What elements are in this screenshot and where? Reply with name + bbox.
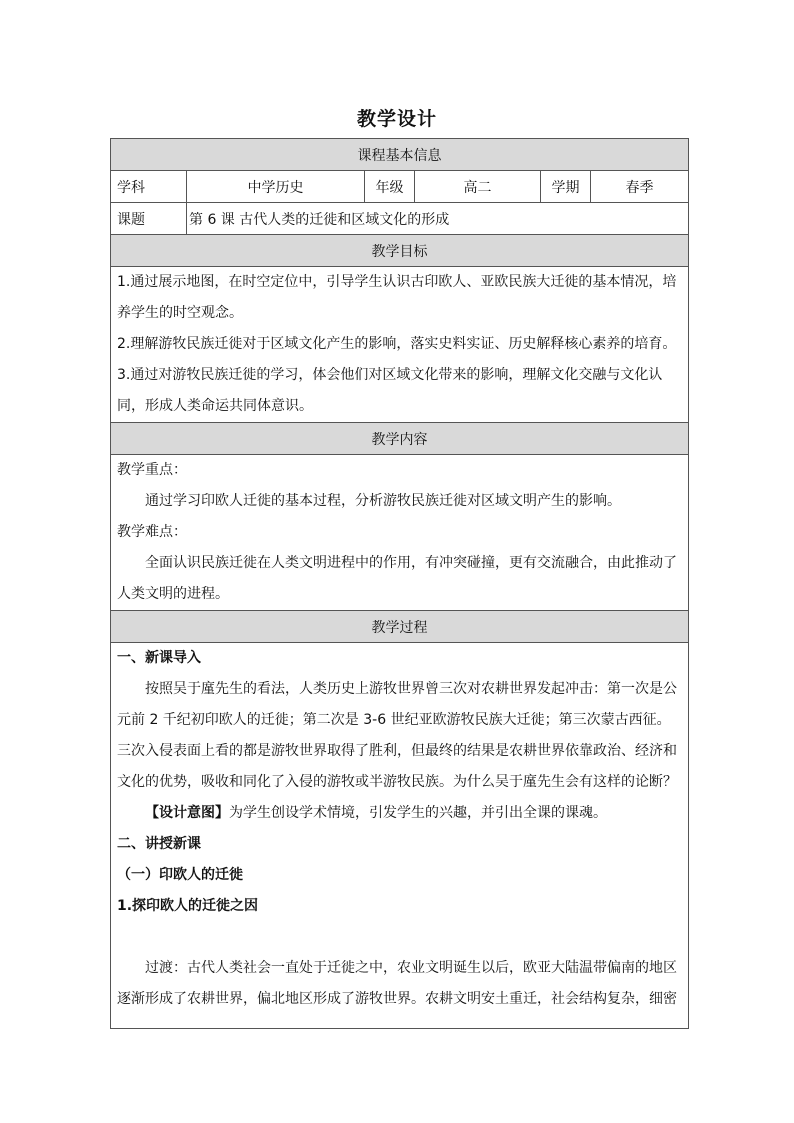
topic-label: 课题 (111, 203, 187, 235)
design-intent-label: 【设计意图】 (145, 805, 229, 821)
design-intent-paragraph (111, 798, 688, 829)
intro-paragraph: 按照吴于廑先生的看法，人类历史上游牧世界曾三次对农耕世界发起冲击：第一次是公元前 2 千纪初印欧人的迁徙；第二次是 3-6 世纪亚欧游牧民族大迁徙；第三次蒙古西征。三次入侵表面上看的都是游牧世界取得了胜利，但最终的结果是农耕世界依靠政治、经济和文化的优势，吸收和同化了入侵的游牧或半游牧民族。为什么吴于廑先生会有这样的论断？ (117, 681, 677, 790)
lesson-plan-table (110, 138, 689, 1029)
objective-item: 2.理解游牧民族迁徙对于区域文化产生的影响，落实史料实证、历史解释核心素养的培育。 (117, 336, 677, 352)
grade-value: 高二 (415, 171, 541, 203)
section-header-content: 教学内容 (111, 423, 689, 455)
topic-row (111, 203, 689, 235)
subject-value: 中学历史 (187, 171, 365, 203)
point-heading: 1.探印欧人的迁徙之因 (117, 898, 259, 914)
blank-line (111, 922, 688, 953)
term-label: 学期 (541, 171, 591, 203)
objective-item: 3.通过对游牧民族迁徙的学习，体会他们对区域文化带来的影响，理解文化交融与文化认同，形成人类命运共同体意识。 (117, 367, 663, 414)
intro-heading: 一、新课导入 (117, 650, 201, 666)
key-point-label: 教学重点： (117, 462, 187, 478)
design-intent-text: 为学生创设学术情境，引发学生的兴趣，并引出全课的课魂。 (229, 805, 607, 821)
difficulty-label: 教学难点： (117, 524, 187, 540)
content-cell (111, 455, 689, 611)
term-value: 春季 (591, 171, 689, 203)
objective-item: 1.通过展示地图，在时空定位中，引导学生认识古印欧人、亚欧民族大迁徙的基本情况，培养学生的时空观念。 (117, 274, 677, 321)
transition-paragraph: 过渡：古代人类社会一直处于迁徙之中，农业文明诞生以后，欧亚大陆温带偏南的地区逐渐形成了农耕世界，偏北地区形成了游牧世界。农耕文明安土重迁，社会结构复杂，细密 (117, 960, 677, 1007)
subject-label: 学科 (111, 171, 187, 203)
teach-heading: 二、讲授新课 (117, 836, 201, 852)
objectives-cell (111, 267, 689, 423)
process-cell (111, 643, 689, 1029)
grade-label: 年级 (365, 171, 415, 203)
subsection-heading: （一）印欧人的迁徙 (117, 867, 243, 883)
document-title: 教学设计 (356, 108, 437, 130)
difficulty-text: 全面认识民族迁徙在人类文明进程中的作用，有冲突碰撞，更有交流融合，由此推动了人类文明的进程。 (117, 555, 677, 602)
section-header-process: 教学过程 (111, 611, 689, 643)
section-header-objectives: 教学目标 (111, 235, 689, 267)
section-header-basic-info: 课程基本信息 (111, 139, 689, 171)
topic-value: 第 6 课 古代人类的迁徙和区域文化的形成 (187, 203, 689, 235)
key-point-text: 通过学习印欧人迁徙的基本过程，分析游牧民族迁徙对区域文明产生的影响。 (145, 493, 621, 509)
info-row (111, 171, 689, 203)
